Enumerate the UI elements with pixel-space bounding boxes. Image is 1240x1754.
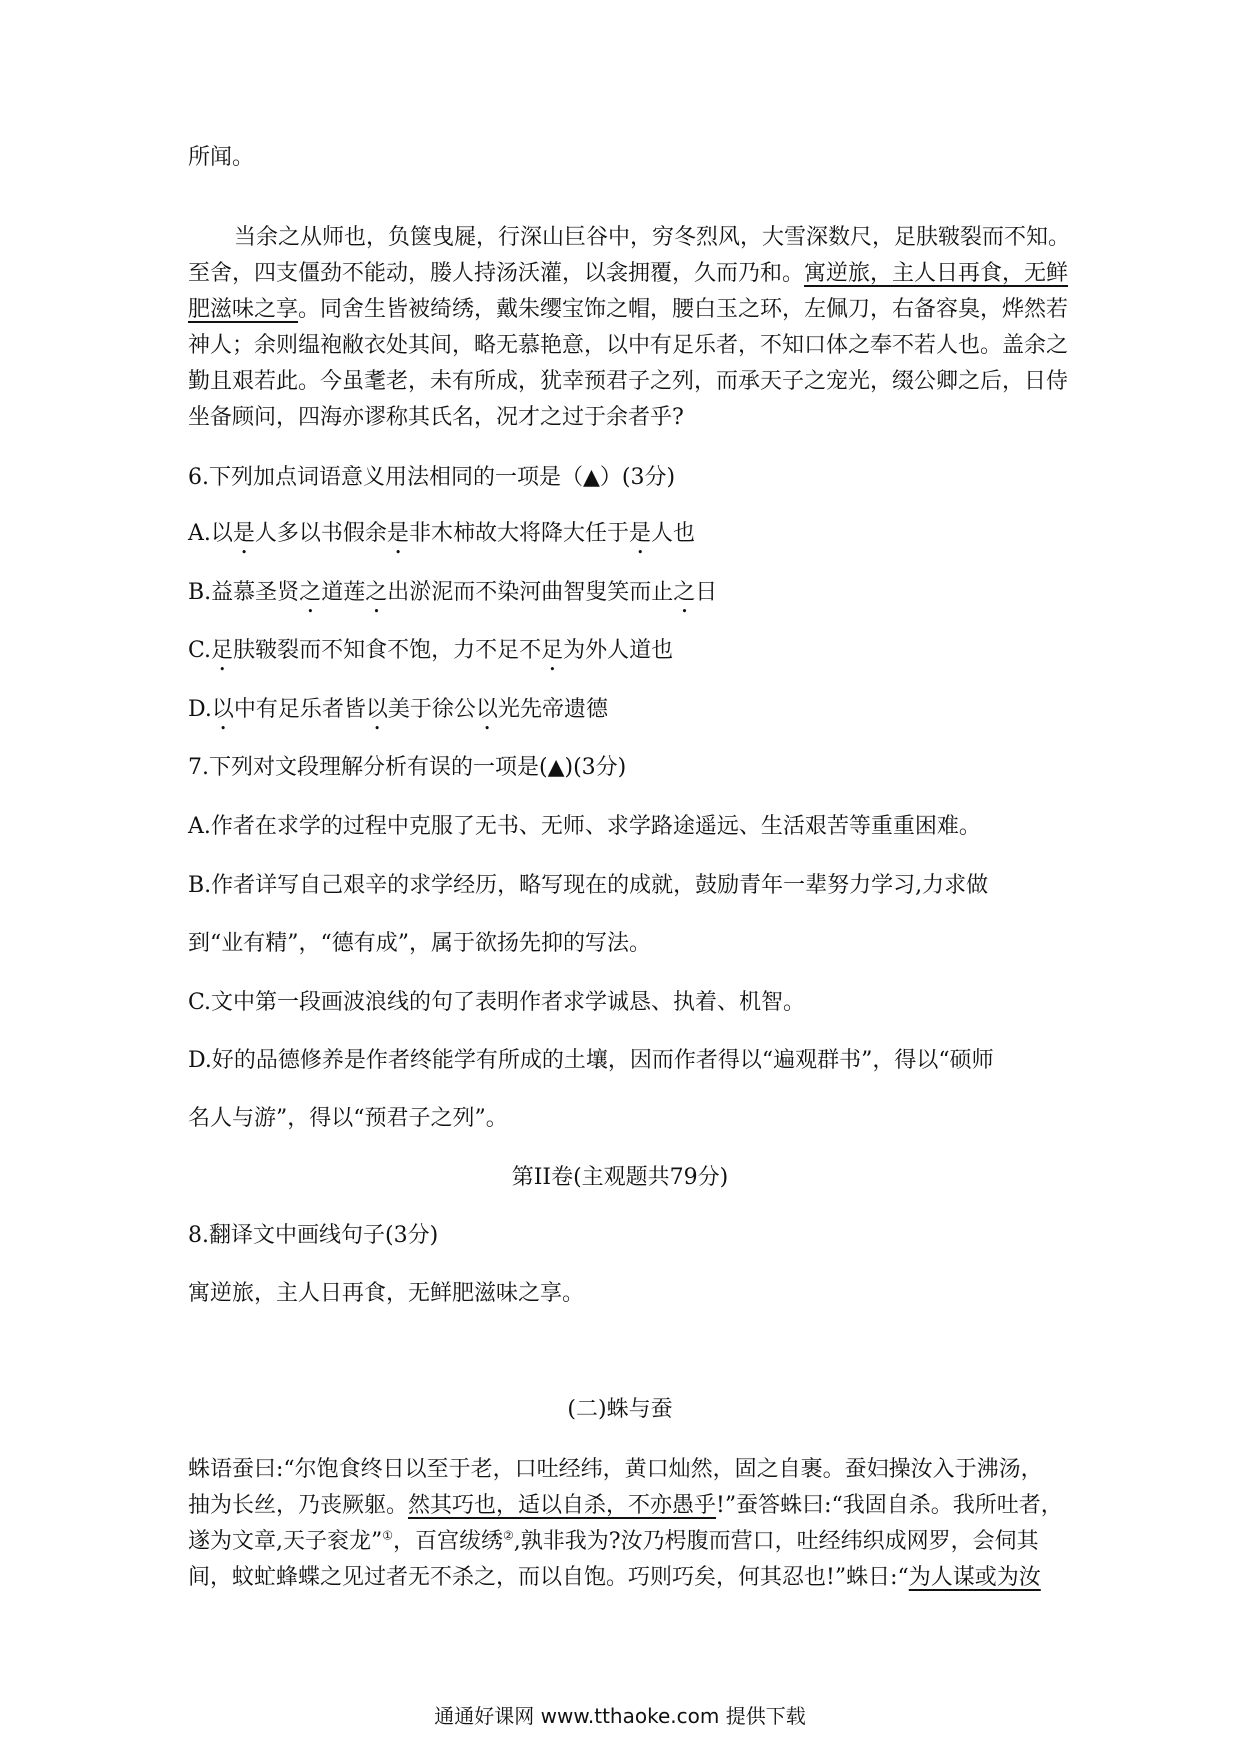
passage-line: 蛛语蚕曰:“尔饱食终日以至于老，口吐经纬，黄口灿然，固之自裹。蚕妇操汝入于沸汤， — [188, 1457, 1043, 1482]
passage-line: 勤且艰若此。今虽耄老，未有所成，犹幸预君子之列，而承天子之宠光，缀公卿之后，日侍 — [188, 369, 1069, 394]
passage-title: (二)蛛与蚕 — [567, 1397, 673, 1422]
footnote-mark: ② — [503, 1528, 514, 1543]
question-7-option-d: D.好的品德修养是作者终能学有所成的土壤，因而作者得以“遍观群书”，得以“硕师 — [188, 1048, 994, 1073]
passage-line — [188, 292, 1068, 323]
passage-line: 抽为长丝，乃丧厥躯。然其巧也，适以自杀，不亦愚乎!”蚕答蛛曰:“我固自杀。我所吐者， — [188, 1493, 1063, 1518]
question-7-option-d-cont: 名人与游”，得以“预君子之列”。 — [188, 1106, 508, 1131]
passage-line: 当余之从师也，负箧曳屣，行深山巨谷中，穷冬烈风，大雪深数尺，足肤皲裂而不知。 — [234, 225, 1071, 250]
section-heading: 第II卷(主观题共79分) — [511, 1165, 729, 1190]
question-6-option-d: D.以中有足乐者皆以美于徐公以光先帝遗德 — [188, 697, 608, 722]
passage-line: 遂为文章,天子衮龙”①，百宫绂绣②,孰非我为?汝乃枵腹而营口，吐经纬织成网罗，会伺其 — [188, 1528, 1039, 1554]
text-span: 。同舍生皆被绮绣，戴朱缨宝饰之帽，腰白玉之环，左佩刀，右备容臭，烨然若 — [298, 297, 1069, 322]
underlined-sentence: 然其巧也，适以自杀，不亦愚乎 — [408, 1493, 717, 1518]
question-6-option-b: B.益慕圣贤之道莲之出淤泥而不染河曲智叟笑而止之日 — [188, 580, 718, 605]
passage-line: 间，蚊虻蜂蝶之见过者无不杀之，而以自饱。巧则巧矣，何其忍也!”蛛日:“为人谋或为汝 — [188, 1565, 1041, 1590]
question-8-sentence: 寓逆旅，主人日再食，无鲜肥滋味之享。 — [188, 1281, 585, 1306]
question-7-option-b-cont: 到“业有精”，“德有成”，属于欲扬先抑的写法。 — [188, 931, 651, 956]
passage-line: 所闻。 — [188, 145, 255, 170]
passage-line: 神人；余则缊袍敝衣处其间，略无慕艳意，以中有足乐者，不知口体之奉不若人也。盖余之 — [188, 333, 1069, 358]
passage-line — [188, 256, 1068, 287]
underlined-sentence: 为人谋或为汝 — [908, 1565, 1041, 1590]
question-7-option-c: C.文中第一段画波浪线的句了表明作者求学诚恳、执着、机智。 — [188, 990, 806, 1015]
footer-source: 通通好课网 www.tthaoke.com 提供下载 — [434, 1704, 806, 1728]
question-8-stem: 8.翻译文中画线句子(3分) — [188, 1223, 439, 1248]
question-7-stem: 7.下列对文段理解分析有误的一项是(▲)(3分) — [188, 755, 627, 780]
underlined-sentence: 肥滋味之享 — [188, 297, 299, 322]
passage-line: 坐备顾问，四海亦谬称其氏名，况才之过于余者乎? — [188, 405, 684, 430]
question-6-stem: 6.下列加点词语意义用法相同的一项是（▲）(3分) — [188, 465, 676, 490]
text-span: 至舍，四支僵劲不能动，媵人持汤沃灌，以衾拥覆，久而乃和。 — [188, 261, 805, 286]
question-7-option-b: B.作者详写自己艰辛的求学经历，略写现在的成就，鼓励青年一辈努力学习,力求做 — [188, 873, 989, 898]
question-6-option-a: A.以是人多以书假余是非木柿故大将降大任于是人也 — [188, 521, 695, 546]
question-6-option-c: C.足肤皲裂而不知食不饱，力不足不足为外人道也 — [188, 638, 674, 663]
question-7-option-a: A.作者在求学的过程中克服了无书、无师、求学路途遥远、生活艰苦等重重困难。 — [188, 814, 981, 839]
underlined-sentence: 寓逆旅，主人日再食，无鲜 — [804, 261, 1069, 286]
footnote-mark: ① — [382, 1528, 394, 1543]
